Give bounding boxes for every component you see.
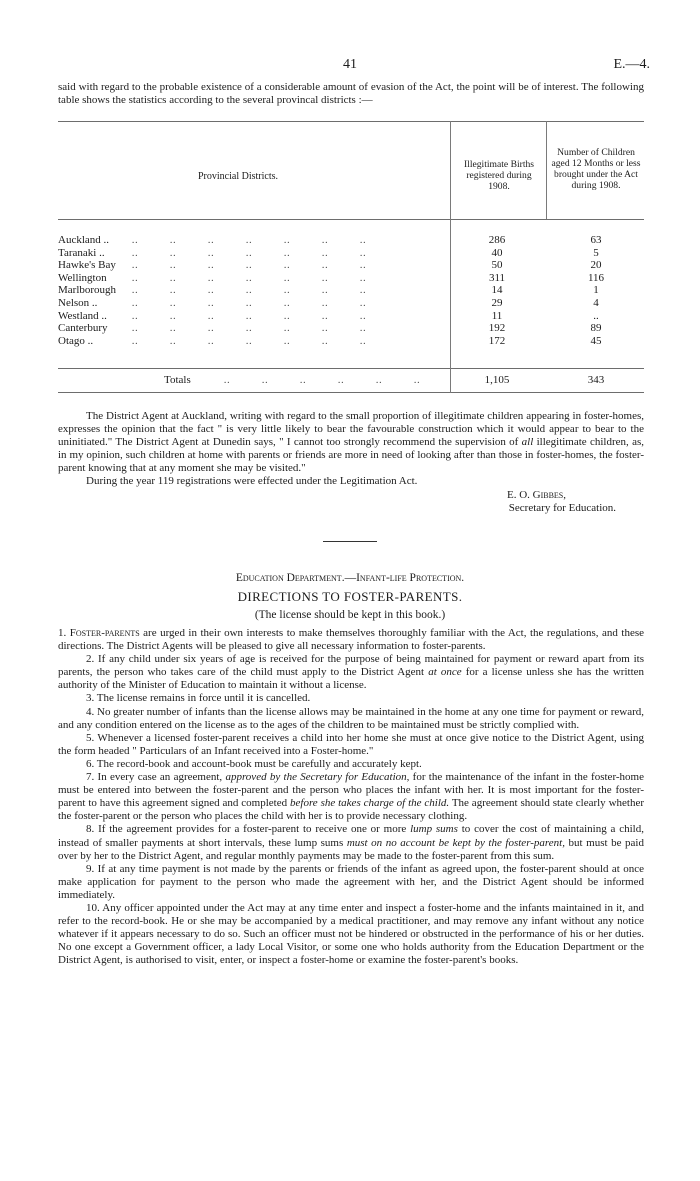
header-provincial-districts: Provincial Districts.	[198, 171, 278, 182]
leader-dots: .. .. .. .. .. .. ..	[131, 284, 367, 297]
leader-dots: .. .. .. .. .. .. ..	[131, 309, 367, 322]
direction-item: 5. Whenever a licensed foster-parent receives a child into her home she must at once give notice to the District Agent, using the form headed " Particulars of an Infant received into a Foster-home."	[58, 731, 644, 757]
children-value: 5	[593, 246, 599, 259]
direction-item: 2. If any child under six years of age is received for the purpose of being maintained for payment or reward apart from its parents, the person who takes care of the child must apply to the District Agent at once for a license unless she has the written authority of the Minister of Education to maintain it without a license.	[58, 653, 645, 692]
leader-dots: .. .. .. .. .. .. ..	[131, 259, 367, 272]
table-row	[58, 272, 644, 285]
leader-dots: .. .. .. .. .. .. ..	[131, 297, 367, 309]
direction-item: 7. In every case an agreement, approved by the Secretary for Education, for the maintenance of the infant in the foster-home must be entered into between the foster-parent and the person who places the infant with her. It is most important for the foster-parent to have this agreement signed and completed before she takes charge of the child. The agreement should state clearly whether the foster-parent or the person who places the child with her is to provide necessary clothing.	[58, 771, 644, 823]
district-name: Marlborough	[58, 284, 117, 297]
leader-dots: .. .. .. .. .. .. ..	[131, 334, 367, 347]
section-title: DIRECTIONS TO FOSTER-PARENTS.	[237, 589, 463, 604]
closing-section	[58, 410, 644, 515]
district-name: Taranaki ..	[58, 246, 105, 259]
births-value: 40	[491, 246, 503, 259]
births-value: 14	[491, 284, 503, 297]
children-value: ..	[593, 309, 599, 322]
table-row	[58, 310, 644, 323]
section-subtitle: (The license should be kept in this book.)	[254, 609, 446, 621]
children-value: 20	[590, 259, 602, 272]
legitimation-paragraph: During the year 119 registrations were effected under the Legitimation Act.	[86, 475, 418, 488]
direction-item: 6. The record-book and account-book must be carefully and accurately kept.	[86, 757, 422, 770]
table-row	[58, 297, 644, 310]
births-value: 311	[488, 271, 506, 284]
document-reference: E.—4.	[613, 57, 650, 72]
table-row	[58, 259, 644, 272]
births-value: 29	[491, 297, 503, 309]
district-name: Wellington	[58, 271, 107, 284]
children-value: 89	[590, 322, 602, 335]
district-name: Nelson ..	[58, 297, 98, 309]
district-name: Hawke's Bay	[58, 259, 116, 272]
births-value: 172	[488, 334, 506, 347]
district-name: Auckland ..	[58, 234, 110, 246]
header-illegitimate-births: Illegitimate Births registered during 1908.	[463, 159, 535, 192]
table-bottom-rule	[58, 392, 644, 393]
direction-item: 3. The license remains in force until it is cancelled.	[86, 692, 311, 705]
direction-item: 4. No greater number of infants than the license allows may be maintained in the home at any one time for payment or reward, and any condition entered on the license as to the ages of the children to be maintained must be strictly complied with.	[58, 705, 644, 731]
children-total: 343	[587, 374, 605, 386]
district-name: Otago ..	[58, 334, 94, 347]
leader-dots: .. .. .. .. .. .. ..	[131, 246, 367, 259]
table-top-rule	[58, 121, 644, 122]
births-value: 11	[491, 309, 503, 322]
section-divider	[323, 541, 377, 542]
children-value: 116	[587, 271, 605, 284]
table-row	[58, 284, 644, 297]
children-value: 1	[593, 284, 599, 297]
totals-row	[58, 374, 644, 387]
district-name: Westland ..	[58, 309, 107, 322]
totals-label: Totals	[164, 374, 191, 386]
table-row	[58, 234, 644, 247]
leader-dots: .. .. .. .. .. .. ..	[131, 322, 367, 335]
directions-list	[58, 627, 644, 967]
district-agent-paragraph: The District Agent at Auckland, writing with regard to the small proportion of illegitimate children appearing in foster-homes, expresses the opinion that the fact " is very little likely to bear the favourable construction which it would appear to bear to the uninitiated." The District Agent at Dunedin says, " I cannot too strongly recommend the supervision of all illegitimate children, as, in my opinion, such children at home with parents or friends are more in need of looking after than those in foster-homes, the foster-parent knowing that at any moment she may be visited."	[58, 410, 644, 475]
direction-item: 1. Foster-parents are urged in their own interests to make themselves thoroughly familiar with the Act, the regulations, and these directions. The District Agents will be pleased to give all necessary information to foster-parents.	[58, 627, 644, 653]
header-children-under-act: Number of Children aged 12 Months or less brought under the Act during 1908.	[551, 147, 641, 191]
births-total: 1,105	[484, 374, 510, 386]
direction-item: 8. If the agreement provides for a foster-parent to receive one or more lump sums to cover the cost of maintaining a child, instead of smaller payments at short intervals, these lump sums must on no account be kept by the foster-parent, but must be paid over by her to the District Agent, and regular monthly payments may be made to the foster-parent from this sum.	[58, 823, 644, 862]
table-row	[58, 335, 644, 348]
table-column-divider	[546, 121, 547, 219]
signature-title: Secretary for Education.	[508, 501, 616, 514]
table-header-rule	[58, 219, 644, 220]
direction-item: 10. Any officer appointed under the Act may at any time enter and inspect a foster-home and the infants maintained in it, and refer to the record-book. He or she may be accompanied by a medical practitioner, and may remove any infant without any notice whatever if it appears necessary to do so. Such an officer must not be hindered or obstructed in the performance of his or her duties. No one except a Government officer, a lady Local Visitor, or some one who holds authority from the Education Department or the District Agent, is authorised to visit, enter, or inspect a foster-home or examine the foster-parent's books.	[58, 901, 644, 967]
table-totals-rule	[58, 368, 644, 369]
department-heading: Education Department.—Infant-life Protection.	[235, 572, 465, 584]
signature-name: E. O. Gibbes,	[506, 488, 566, 501]
district-name: Canterbury	[58, 322, 108, 335]
births-value: 50	[491, 259, 503, 272]
children-value: 45	[590, 334, 602, 347]
intro-paragraph: said with regard to the probable existence of a considerable amount of evasion of the Act, the point will be of interest. The following table shows the statistics according to the several provincal districts :—	[58, 81, 644, 107]
children-value: 63	[590, 234, 602, 246]
statistics-table	[58, 121, 644, 404]
births-value: 192	[488, 322, 506, 335]
children-value: 4	[593, 297, 599, 309]
leader-dots: .. .. .. .. .. .. ..	[131, 271, 367, 284]
direction-item: 9. If at any time payment is not made by the parents or friends of the infant as agreed upon, the foster-parent should at once make application for payment to the person who made the agreement with her, and the District Agent should be informed immediately.	[58, 862, 644, 901]
leader-dots: .. .. .. .. .. ..	[223, 374, 421, 386]
leader-dots: .. .. .. .. .. .. ..	[131, 234, 367, 246]
table-row	[58, 322, 644, 335]
table-row	[58, 247, 644, 260]
births-value: 286	[488, 234, 506, 246]
page-number: 41	[343, 57, 357, 72]
